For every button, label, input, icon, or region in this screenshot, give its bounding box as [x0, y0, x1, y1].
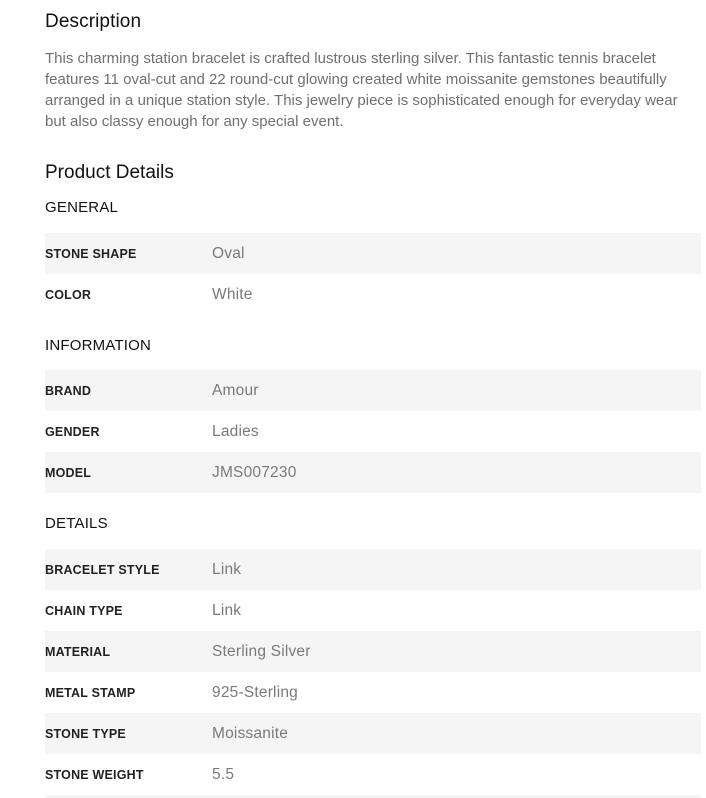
- spec-value: Link: [212, 560, 242, 578]
- spec-label: BRAND: [45, 383, 92, 398]
- spec-value: Amour: [212, 381, 259, 399]
- spec-value: Moissanite: [212, 724, 289, 742]
- spec-label: STONE SHAPE: [45, 246, 137, 261]
- group-title-general: GENERAL: [45, 199, 119, 216]
- spec-label: METAL STAMP: [45, 685, 136, 700]
- spec-value: Ladies: [212, 422, 259, 440]
- spec-value: White: [212, 285, 253, 303]
- spec-row-chain-type: [45, 590, 701, 631]
- spec-value: Link: [212, 601, 242, 619]
- spec-label: STONE TYPE: [45, 726, 126, 741]
- spec-value: Sterling Silver: [212, 642, 311, 660]
- spec-label: COLOR: [45, 287, 92, 302]
- spec-table-general: [45, 233, 701, 315]
- spec-label: CHAIN TYPE: [45, 603, 123, 618]
- spec-label: MATERIAL: [45, 644, 111, 659]
- product-details-heading: Product Details: [45, 162, 174, 183]
- spec-row-gender: [45, 411, 701, 452]
- spec-value: JMS007230: [212, 463, 297, 481]
- spec-value: Oval: [212, 244, 245, 262]
- spec-row-model: [45, 452, 701, 493]
- group-title-information: INFORMATION: [45, 337, 152, 354]
- spec-row-color: [45, 274, 701, 315]
- spec-label: GENDER: [45, 424, 100, 439]
- spec-label: STONE WEIGHT: [45, 767, 144, 782]
- spec-table-information: [45, 370, 701, 493]
- spec-row-metal-stamp: [45, 672, 701, 713]
- spec-row-brand: [45, 370, 701, 411]
- description-text: This charming station bracelet is crafted lustrous sterling silver. This fantastic tennis bracelet features 11 oval-cut and 22 round-cut glowing created white moissanite gemstones beautifully arranged in a unique station style. This jewelry piece is sophisticated enough for everyday wear but also classy enough for any special event.: [45, 50, 678, 130]
- spec-value: 5.5: [212, 765, 235, 783]
- spec-row-material: [45, 631, 701, 672]
- description-heading: Description: [45, 11, 142, 32]
- group-title-details: DETAILS: [45, 515, 108, 532]
- spec-row-stone-shape: [45, 233, 701, 274]
- spec-label: BRACELET STYLE: [45, 562, 160, 577]
- spec-row-stone-type: [45, 713, 701, 754]
- spec-table-details: [45, 549, 701, 795]
- spec-label: MODEL: [45, 465, 92, 480]
- spec-value: 925-Sterling: [212, 683, 298, 701]
- spec-row-bracelet-style: [45, 549, 701, 590]
- spec-row-stone-weight: [45, 754, 701, 795]
